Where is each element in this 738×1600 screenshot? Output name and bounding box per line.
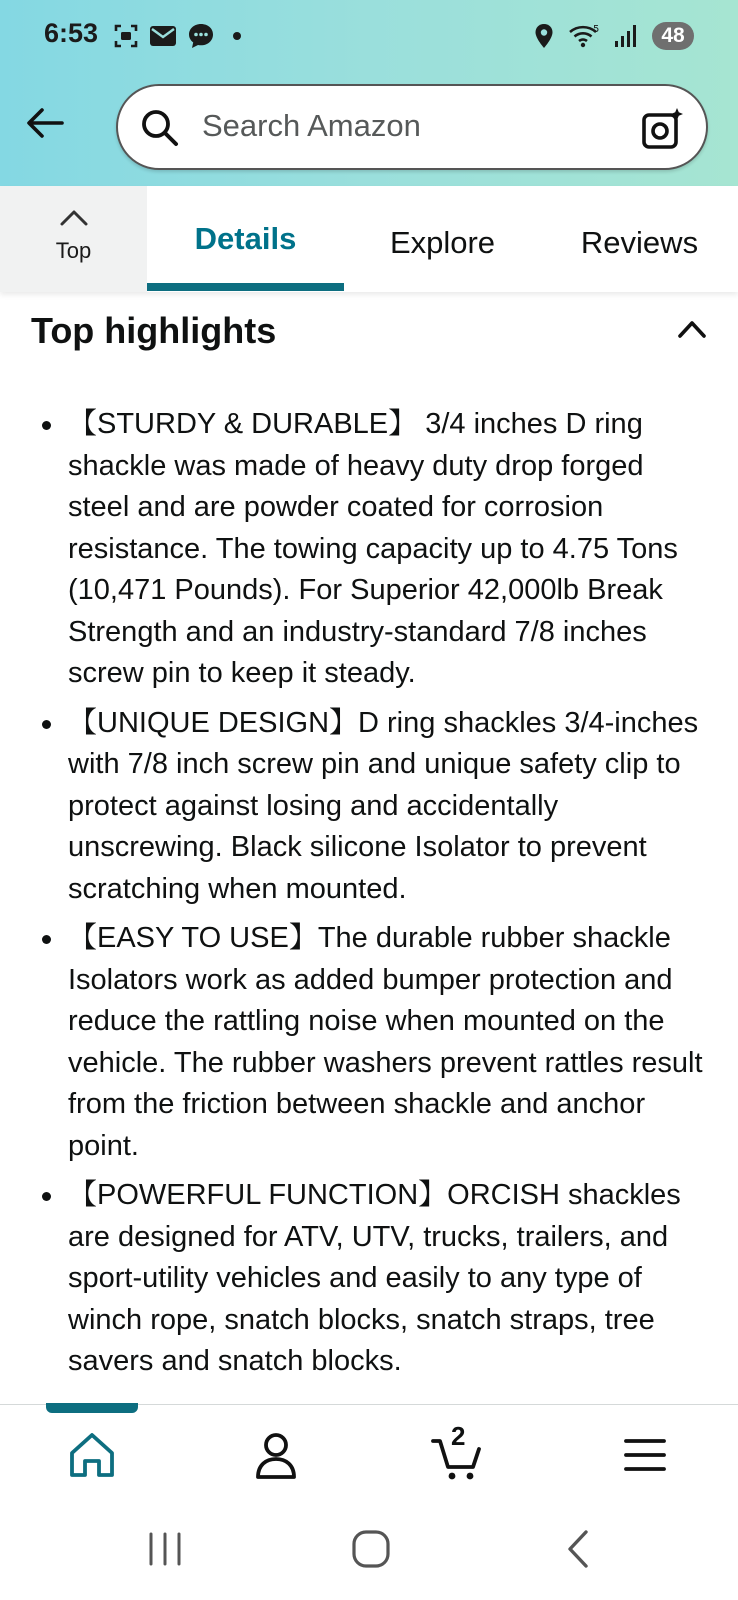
tab-reviews[interactable]: Reviews	[580, 225, 699, 260]
battery-indicator: 48	[652, 22, 694, 50]
cart-count-badge: 2	[451, 1421, 466, 1451]
recent-apps-icon[interactable]	[142, 1526, 188, 1572]
highlights-list	[0, 404, 738, 1391]
screenshot-icon	[113, 23, 139, 49]
bottom-navigation	[0, 1404, 738, 1499]
system-navigation-bar	[0, 1498, 738, 1600]
status-time: 6:53	[44, 18, 99, 48]
cart-button[interactable]	[430, 1421, 486, 1483]
home-system-icon[interactable]	[348, 1526, 394, 1572]
home-icon[interactable]	[64, 1427, 120, 1483]
search-input[interactable]	[116, 84, 708, 170]
active-nav-indicator	[46, 1403, 138, 1413]
mail-icon	[149, 24, 177, 48]
wifi-icon	[568, 23, 600, 49]
more-notifications-dot	[233, 32, 241, 40]
search-placeholder: Search Amazon	[202, 108, 421, 143]
back-arrow-icon[interactable]	[22, 100, 68, 146]
chat-icon	[187, 22, 215, 50]
system-status-icons	[534, 22, 694, 50]
active-tab-indicator	[147, 283, 344, 291]
signal-icon	[614, 24, 638, 48]
location-icon	[534, 23, 554, 49]
collapse-chevron-up-icon[interactable]	[676, 318, 708, 340]
section-title: Top highlights	[31, 310, 277, 351]
highlight-item: 【POWERFUL FUNCTION】ORCISH shackles are designed for ATV, UTV, trucks, trailers, and sport-utility vehicles and easily to any type of winch rope, snatch blocks, snatch straps, tree savers and snatch blocks.	[0, 1175, 738, 1383]
app-header	[0, 0, 738, 186]
section-tabs	[0, 186, 738, 292]
tab-top[interactable]	[0, 186, 147, 292]
highlight-item: 【UNIQUE DESIGN】D ring shackles 3/4-inches with 7/8 inch screw pin and unique safety clip to protect against losing and accidentally unscrewing. Black silicone Isolator to prevent scratching when mounted.	[0, 703, 738, 911]
highlight-item: 【STURDY & DURABLE】 3/4 inches D ring shackle was made of heavy duty drop forged steel and are powder coated for corrosion resistance. The towing capacity up to 4.75 Tons (10,471 Pounds). For Superior 42,000lb Break Strength and an industry-standard 7/8 inches screw pin to keep it steady.	[0, 404, 738, 695]
notification-icons	[113, 22, 241, 50]
menu-icon[interactable]	[617, 1427, 673, 1483]
tab-explore[interactable]: Explore	[389, 225, 496, 260]
highlight-item: 【EASY TO USE】The durable rubber shackle Isolators work as added bumper protection and reduce the rattling noise when mounted on the vehicle. The rubber washers prevent rattles result from the friction between shackle and anchor point.	[0, 918, 738, 1167]
svg-text:5: 5	[593, 24, 600, 35]
chevron-up-icon	[58, 206, 90, 228]
tab-top-label: Top	[55, 238, 92, 263]
tab-details[interactable]: Details	[194, 221, 297, 256]
camera-search-icon[interactable]	[640, 106, 686, 152]
search-icon	[138, 106, 182, 150]
account-icon[interactable]	[248, 1427, 304, 1483]
back-system-icon[interactable]	[556, 1526, 602, 1572]
